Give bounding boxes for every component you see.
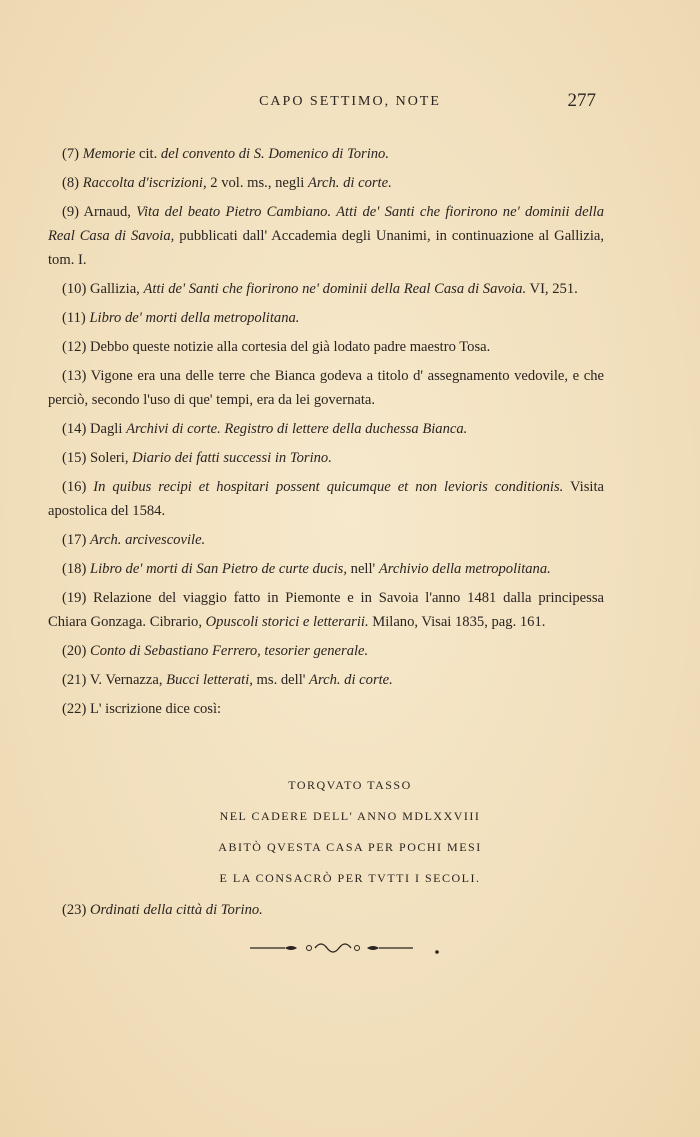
note-italic-text: Vita del beato Pietro Cambiano. Atti de' Santi che fiorirono ne' dominii della Real Casa di Savoia,: [48, 204, 604, 244]
note-text: ms. dell': [252, 672, 310, 688]
note-number: (20): [62, 643, 87, 659]
note-number: (13): [62, 368, 87, 384]
note-text: VI, 251.: [526, 281, 578, 297]
notes-list: [48, 142, 604, 726]
footnote: [48, 200, 604, 272]
footnote: [48, 639, 604, 663]
note-number: (8): [62, 175, 80, 191]
footnote: [48, 417, 604, 441]
end-ornament-icon: [245, 938, 445, 958]
page-header: [0, 92, 700, 116]
note-italic-text: Archivio della metropolitana.: [378, 561, 551, 577]
footnote: [48, 557, 604, 581]
note-23: [48, 898, 604, 922]
footnote: [48, 697, 604, 721]
note-italic-text: Atti de' Santi che fiorirono ne' dominii della Real Casa di Savoia.: [143, 281, 527, 297]
note-number: (14): [62, 421, 87, 437]
note-number: (22): [62, 701, 87, 717]
note-italic-text: Archivi di corte. Registro di lettere della duchessa Bianca.: [126, 421, 468, 437]
inscription-line: TORQVATO TASSO: [288, 778, 412, 792]
note-number: (16): [62, 479, 87, 495]
note-italic-text: del convento di S. Domenico di Torino.: [160, 146, 389, 162]
footnote: [48, 475, 604, 523]
footnote: [48, 277, 604, 301]
note-italic-text: Libro de' morti della metropolitana.: [89, 310, 300, 326]
note-number: (21): [62, 672, 87, 688]
footnote: [48, 171, 604, 195]
note-italic-text: Diario dei fatti successi in Torino.: [132, 450, 332, 466]
footnote: [48, 335, 604, 359]
note-text: Gallizia,: [86, 281, 144, 297]
note-italic-text: Arch. di corte.: [307, 175, 392, 191]
note-italic-text: Opuscoli storici e letterarii.: [205, 614, 369, 630]
note-text: Milano, Visai 1835, pag. 161.: [368, 614, 546, 630]
note-text: pubblicati dall' Accademia degli Unanimi, in continuazione al Gallizia, tom. I.: [48, 228, 604, 268]
note-italic-text: Conto di Sebastiano Ferrero, tesorier generale.: [89, 643, 369, 659]
note-number: (17): [62, 532, 87, 548]
note-number: (23): [62, 902, 87, 918]
note-text: Visita apostolica del 1584.: [48, 479, 604, 519]
note-italic-text: In quibus recipi et hospitari possent quicumque et non levioris conditionis.: [93, 479, 564, 495]
note-italic-text: Arch. arcivescovile.: [89, 532, 206, 548]
footnote: [48, 586, 604, 634]
footnote: [48, 668, 604, 692]
note-italic-text: Bucci letterati,: [166, 672, 253, 688]
note-italic-text: Memorie: [82, 146, 136, 162]
note-number: (10): [62, 281, 87, 297]
footnote: [48, 142, 604, 166]
footnote: [48, 364, 604, 412]
footnote: [48, 306, 604, 330]
note-number: (12): [62, 339, 87, 355]
footnote: [48, 528, 604, 552]
note-text: Relazione del viaggio fatto in Piemonte e in Savoia l'anno 1481 dalla principessa Chiara Gonzaga. Cibrario,: [48, 590, 604, 630]
inscription-block: [0, 778, 700, 902]
footnote: [48, 446, 604, 470]
note-number: (11): [62, 310, 86, 326]
note-text: Soleri,: [86, 450, 133, 466]
note-number: (19): [62, 590, 87, 606]
note-number: (15): [62, 450, 87, 466]
note-text: cit.: [135, 146, 161, 162]
note-text: 2 vol. ms., negli: [206, 175, 308, 191]
page-number: 277: [567, 90, 596, 111]
note-number: (9): [62, 204, 80, 220]
note-text: Dagli: [86, 421, 127, 437]
note-text: L' iscrizione dice così:: [86, 701, 222, 717]
note-text: Arnaud,: [79, 204, 137, 220]
inscription-line: NEL CADERE DELL' ANNO MDLXXVIII: [219, 809, 481, 823]
note-italic-text: Arch. di corte.: [309, 672, 393, 688]
note-text: Debbo queste notizie alla cortesia del già lodato padre maestro Tosa.: [86, 339, 491, 355]
note-number: (18): [62, 561, 87, 577]
note-italic-text: Libro de' morti di San Pietro de curte ducis,: [89, 561, 347, 577]
note-text: V. Vernazza,: [86, 672, 167, 688]
note-text: nell': [347, 561, 379, 577]
note-text: Vigone era una delle terre che Bianca godeva a titolo d' assegnamento vedovile, e che perciò, secondo l'uso di que' tempi, era da lei governata.: [48, 368, 604, 408]
note-italic-text: Ordinati della città di Torino.: [89, 902, 263, 918]
running-head: CAPO SETTIMO, NOTE: [259, 94, 441, 109]
inscription-line: ABITÒ QVESTA CASA PER POCHI MESI: [218, 840, 482, 854]
inscription-line: E LA CONSACRÒ PER TVTTI I SECOLI.: [219, 871, 481, 885]
note-italic-text: Raccolta d'iscrizioni,: [82, 175, 207, 191]
note-number: (7): [62, 146, 80, 162]
